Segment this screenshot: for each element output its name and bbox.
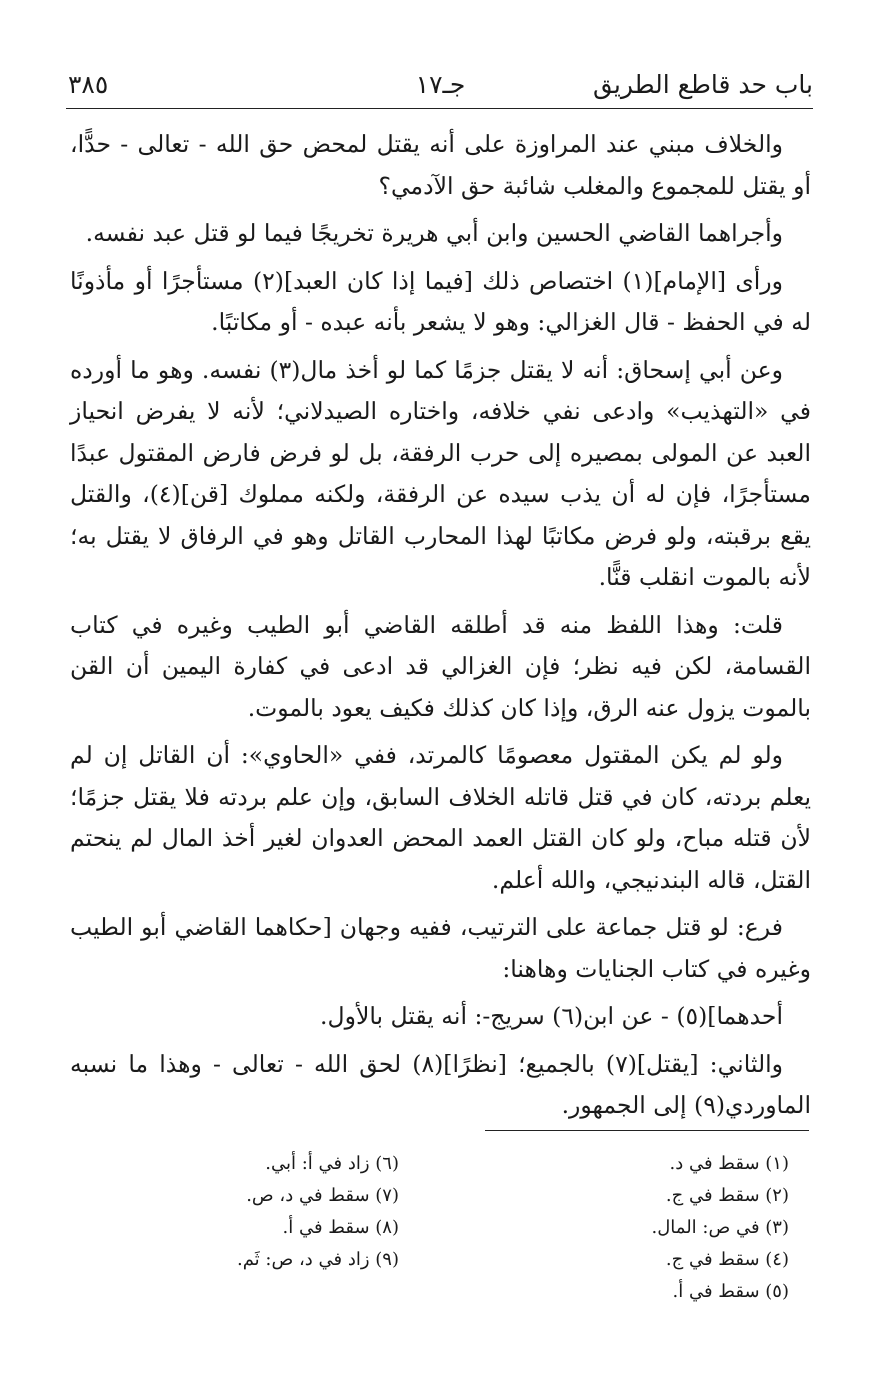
volume-number: جـ١٧ [415,70,466,99]
page-header [68,62,813,106]
footnote-divider [485,1130,809,1131]
footnote-column-right [519,1148,789,1308]
footnote: (٤) سقط في ج. [665,1249,789,1270]
header-divider [66,108,813,109]
footnote: (٢) سقط في ج. [665,1185,789,1206]
footnote-column-left [129,1148,399,1308]
paragraph: ورأى [الإمام](١) اختصاص ذلك [فيما إذا كان العبد](٢) مستأجرًا أو مأذونًا له في الحفظ - قال الغزالي: وهو لا يشعر بأنه عبده - أو مكاتبًا. [70,266,811,336]
footnote: (٨) سقط في أ. [282,1217,399,1238]
paragraph: والخلاف مبني عند المراوزة على أنه يقتل لمحض حق الله - تعالى - حدًّا، أو يقتل للمجموع والمغلب شائبة حق الآدمي؟ [70,130,811,200]
footnotes [70,1148,789,1308]
footnote: (٥) سقط في أ. [672,1281,789,1302]
footnote: (٦) زاد في أ: أبي. [265,1153,399,1174]
footnote: (٧) سقط في د، ص. [246,1185,399,1206]
paragraph: والثاني: [يقتل](٧) بالجميع؛ [نظرًا](٨) لحق الله - تعالى - وهذا ما نسبه الماوردي(٩) إلى الجمهور. [70,1049,811,1119]
paragraph: قلت: وهذا اللفظ منه قد أطلقه القاضي أبو الطيب وغيره في كتاب القسامة، لكن فيه نظر؛ فإن الغزالي قد ادعى في كفارة اليمين أن القن بالموت يزول عنه الرق، وإذا كان كذلك فكيف يعود بالموت. [70,610,811,722]
paragraph: أحدهما](٥) - عن ابن(٦) سريج-: أنه يقتل بالأول. [320,1002,783,1030]
paragraph: وعن أبي إسحاق: أنه لا يقتل جزمًا كما لو أخذ مال(٣) نفسه. وهو ما أورده في «التهذيب» وادعى نفي خلافه، واختاره الصيدلاني؛ لأنه لا يفرض انحياز العبد عن المولى بمصيره إلى حرب الرفقة، بل لو فرض فارض المقتول عبدًا مستأجرًا، فإن له أن يذب سيده عن الرفقة، ولكنه مملوك [قن](٤)، والقتل يقع برقبته، ولو فرض مكاتبًا لهذا المحارب القاتل وهو في الرفاق لا يقتل به؛ لأنه بالموت انقلب قنًّا. [70,355,811,591]
paragraph: وأجراهما القاضي الحسين وابن أبي هريرة تخريجًا فيما لو قتل عبد نفسه. [85,219,783,247]
page-number: ٣٨٥ [68,70,109,99]
paragraph: ولو لم يكن المقتول معصومًا كالمرتد، ففي «الحاوي»: أن القاتل إن لم يعلم بردته، كان في قتل قاتله الخلاف السابق، وإن علم بردته فلا يقتل جزمًا؛ لأن قتله مباح، ولو كان القتل العمد المحض العدوان لغير أخذ المال لم ينحتم القتل، قاله البندنيجي، والله أعلم. [70,741,811,894]
running-title: باب حد قاطع الطريق [593,70,813,99]
footnote: (٩) زاد في د، ص: ثَم. [236,1249,399,1270]
paragraph: فرع: لو قتل جماعة على الترتيب، ففيه وجهان [حكاهما القاضي أبو الطيب وغيره في كتاب الجنايات وهاهنا: [70,913,811,983]
main-text [70,124,811,1133]
footnote: (١) سقط في د. [669,1153,789,1174]
footnote: (٣) في ص: المال. [651,1217,789,1238]
